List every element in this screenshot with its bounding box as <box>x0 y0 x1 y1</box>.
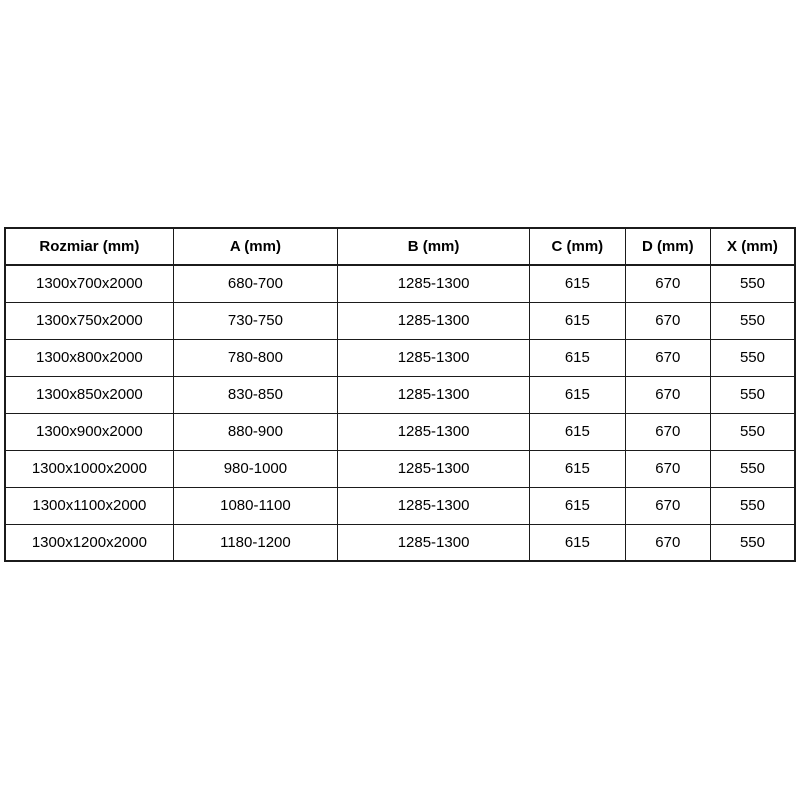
table-cell: 670 <box>625 524 710 561</box>
table-cell: 615 <box>530 376 626 413</box>
column-header: B (mm) <box>338 228 530 265</box>
column-header: D (mm) <box>625 228 710 265</box>
table-cell: 980-1000 <box>173 450 337 487</box>
column-header: X (mm) <box>710 228 795 265</box>
table-cell: 1300x750x2000 <box>5 302 173 339</box>
table-cell: 615 <box>530 302 626 339</box>
table-cell: 1300x900x2000 <box>5 413 173 450</box>
table-cell: 550 <box>710 376 795 413</box>
table-cell: 550 <box>710 524 795 561</box>
table-cell: 670 <box>625 265 710 302</box>
table-cell: 1180-1200 <box>173 524 337 561</box>
table-cell: 1285-1300 <box>338 265 530 302</box>
table-cell: 1300x850x2000 <box>5 376 173 413</box>
table-cell: 615 <box>530 487 626 524</box>
table-cell: 615 <box>530 524 626 561</box>
table-cell: 680-700 <box>173 265 337 302</box>
table-cell: 670 <box>625 487 710 524</box>
table-cell: 1285-1300 <box>338 376 530 413</box>
table-cell: 730-750 <box>173 302 337 339</box>
table-cell: 615 <box>530 413 626 450</box>
table-cell: 1285-1300 <box>338 487 530 524</box>
table-cell: 615 <box>530 265 626 302</box>
table-cell: 670 <box>625 339 710 376</box>
table-cell: 830-850 <box>173 376 337 413</box>
dimensions-table <box>4 227 796 562</box>
table-cell: 1285-1300 <box>338 524 530 561</box>
table-cell: 550 <box>710 265 795 302</box>
table-cell: 615 <box>530 450 626 487</box>
table-cell: 1300x700x2000 <box>5 265 173 302</box>
table-row <box>5 265 795 302</box>
table-cell: 1285-1300 <box>338 450 530 487</box>
table-cell: 1300x800x2000 <box>5 339 173 376</box>
table-cell: 1300x1000x2000 <box>5 450 173 487</box>
table-cell: 1080-1100 <box>173 487 337 524</box>
column-header: A (mm) <box>173 228 337 265</box>
table-row <box>5 339 795 376</box>
table-cell: 670 <box>625 376 710 413</box>
table-cell: 1285-1300 <box>338 413 530 450</box>
table-header <box>5 228 795 265</box>
table-cell: 670 <box>625 450 710 487</box>
table-cell: 880-900 <box>173 413 337 450</box>
table-cell: 670 <box>625 413 710 450</box>
table-cell: 1300x1100x2000 <box>5 487 173 524</box>
table-row <box>5 487 795 524</box>
table-row <box>5 302 795 339</box>
table-row <box>5 376 795 413</box>
table-cell: 670 <box>625 302 710 339</box>
column-header: Rozmiar (mm) <box>5 228 173 265</box>
table-header-row <box>5 228 795 265</box>
table-body <box>5 265 795 561</box>
column-header: C (mm) <box>530 228 626 265</box>
table-cell: 550 <box>710 339 795 376</box>
table-cell: 550 <box>710 302 795 339</box>
table-cell: 1285-1300 <box>338 339 530 376</box>
table-cell: 550 <box>710 413 795 450</box>
table-cell: 1300x1200x2000 <box>5 524 173 561</box>
table-cell: 550 <box>710 487 795 524</box>
table-cell: 1285-1300 <box>338 302 530 339</box>
table-row <box>5 524 795 561</box>
table-cell: 780-800 <box>173 339 337 376</box>
table-row <box>5 450 795 487</box>
table-cell: 550 <box>710 450 795 487</box>
dimensions-table-container <box>4 227 796 562</box>
table-cell: 615 <box>530 339 626 376</box>
table-row <box>5 413 795 450</box>
